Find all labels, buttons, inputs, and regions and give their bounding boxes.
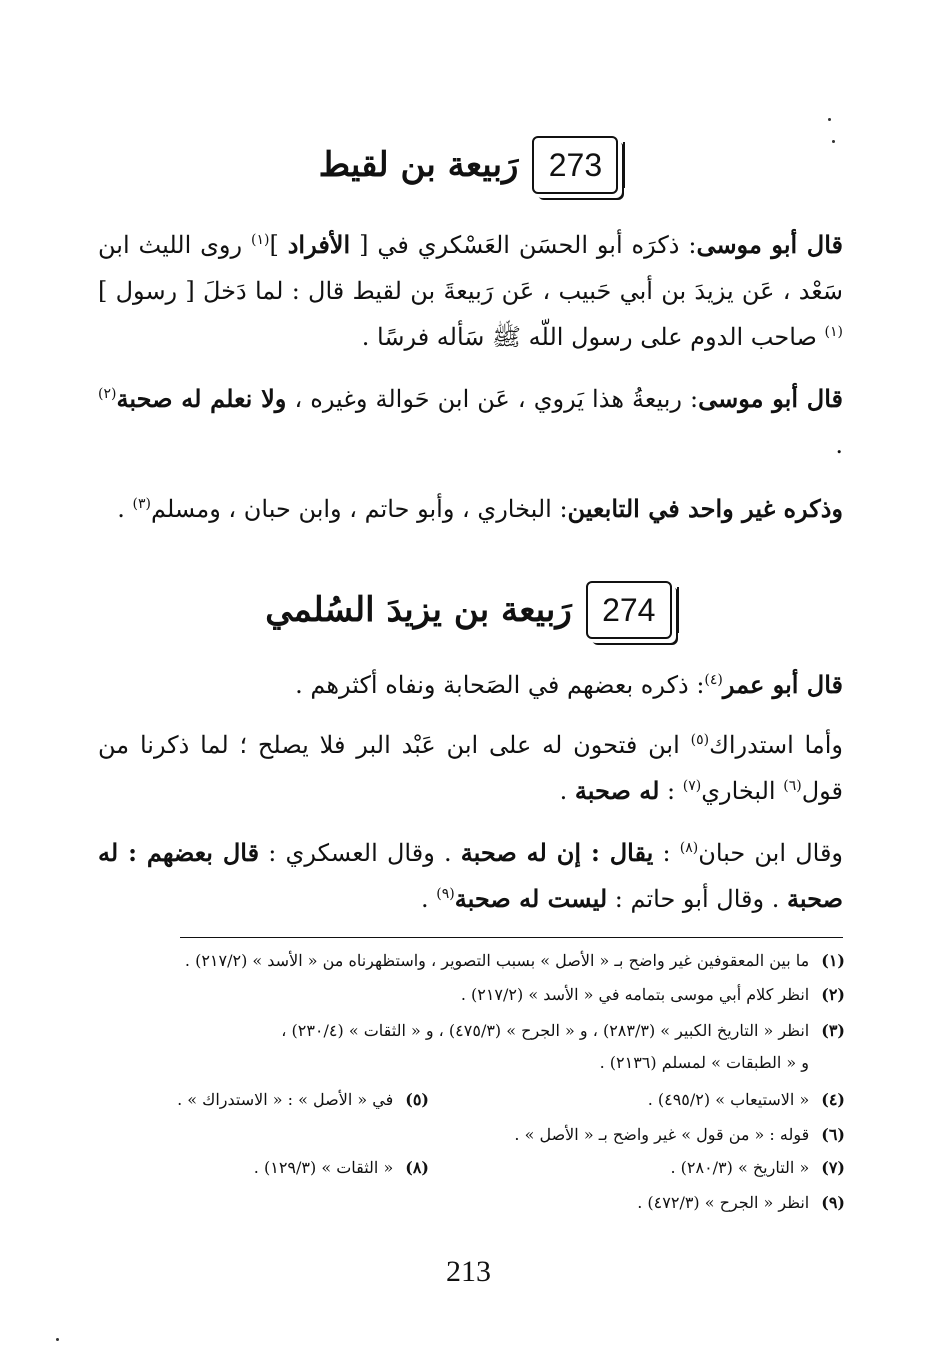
footnote-number: (٩) [821,1193,845,1212]
bold-text: له صحبة [574,776,660,805]
footnote-4 [648,1090,845,1110]
bold-text: قال أبو موسى [696,230,844,259]
bold-text: قال بعضهم : له صحبة [98,838,843,913]
footnote-ref: (٦) [783,778,802,794]
footnote-ref: (٩) [436,886,455,902]
footnote-ref: (٨) [679,840,699,856]
text: . وقال العسكري : [259,839,461,867]
footnote-ref: (٥) [690,732,710,748]
footnote-3 [281,1021,845,1041]
entry-heading-273 [0,136,937,194]
footnote-7 [670,1158,845,1178]
page-number: 213 [446,1255,491,1288]
entry-number-box [532,136,618,194]
text: . [559,777,575,805]
footnote-text: انظر « الجرح » (٤٧٢/٣) . [637,1193,810,1212]
footnote-text: قوله : « من قول » غير واضح بـ « الأصل » . [514,1125,810,1144]
footnote-text: ما بين المعقوفين غير واضح بـ « الأصل » بسبب التصوير ، واستظهرناه من « الأسد » (٢١٧/٢) . [184,951,810,970]
bold-text: ولا نعلم له صحبة [116,384,287,413]
bold-text: الأفراد [287,230,351,259]
text: : ذكرَه أبو الحسَن العَسْكري في [ [350,231,697,259]
footnote-ref: (١) [251,232,270,248]
footnote-3-continued [600,1053,809,1073]
text: . [117,495,133,523]
paragraph-6 [98,830,843,922]
text: : ربيعةُ هذا يَروي ، عَن ابن حَوالة وغيره ، [286,385,699,413]
text: صاحب الدوم على رسول اللّه ﷺ سَأله فرسًا . [361,323,825,351]
bold-text: قال أبو موسى [698,384,844,413]
footnote-number: (٧) [821,1158,845,1177]
footnote-text: « الاستيعاب » (٤٩٥/٢) . [647,1090,810,1109]
scan-speck [56,1338,59,1341]
footnote-text: انظر « التاريخ الكبير » (٢٨٣/٣) ، و « الجرح » (٤٧٥/٣) ، و « الثقات » (٢٣٠/٤) ، [281,1021,810,1040]
bold-text: قال أبو عمر [722,670,843,699]
entry-title: رَبيعة بن يزيدَ السُلمي [265,590,572,630]
footnote-number: (٤) [821,1090,845,1109]
text: : [653,839,680,867]
footnote-ref: (٤) [704,672,723,688]
footnote-text: « الثقات » (١٢٩/٣) . [253,1158,394,1177]
footnote-text: « التاريخ » (٢٨٠/٣) . [670,1158,810,1177]
text: البخاري [701,777,784,805]
footnote-2 [461,985,845,1005]
text: وقال ابن حبان [698,839,844,867]
footnote-number: (٢) [821,985,845,1004]
entry-heading-274 [0,581,937,639]
bold-text: يقال : إن له صحبة [460,838,654,867]
text: . [835,431,843,459]
entry-number: 273 [548,146,603,183]
footnote-9 [637,1193,845,1213]
paragraph-5 [98,722,843,814]
bold-text: ليست له صحبة [454,884,608,913]
paragraph-3 [98,486,843,532]
footnote-5 [177,1090,429,1110]
footnote-text: انظر كلام أبي موسى بتمامه في « الأسد » (٢١٧/٢) . [460,985,810,1004]
footnote-number: (٥) [405,1090,429,1109]
footnote-separator [180,937,843,938]
footnote-number: (١) [821,951,845,970]
footnote-1 [185,951,845,971]
text: : [659,777,683,805]
text: روى الليث ابن سَعْد ، عَن يزيدَ بن أبي حَبيب ، عَن رَبيعةَ بن لقيط قال : لما دَخلَ [ رسول ] [98,231,843,305]
bold-text: وذكره غير واحد في التابعين [567,494,843,523]
footnote-ref: (٢) [98,386,117,402]
text: وأما استدراك [709,731,843,759]
footnote-text: و « الطبقات » لمسلم (٢١٣٦) . [599,1053,809,1072]
entry-number: 274 [602,591,656,628]
paragraph-4 [98,662,843,708]
footnote-number: (٨) [405,1158,429,1177]
footnote-ref: (١) [824,324,843,340]
text: : ذكره بعضهم في الصَحابة ونفاه أكثرهم . [295,671,705,699]
footnote-ref: (٣) [132,496,152,512]
paragraph-2 [98,376,843,468]
entry-title: رَبيعة بن لقيط [318,145,519,185]
text: ] [269,231,288,259]
text: ابن فتحون له على ابن عَبْد البر فلا يصلح ؛ لما ذكرنا من قول [98,731,843,805]
footnote-8 [254,1158,429,1178]
footnote-number: (٦) [821,1125,845,1144]
text: : البخاري ، وأبو حاتم ، وابن حبان ، ومسلم [151,495,568,523]
paragraph-1 [98,222,843,360]
scan-speck [828,118,831,121]
footnote-6 [514,1125,845,1145]
text: . [421,885,437,913]
footnote-text: في « الأصل » : « الاستدراك » . [177,1090,394,1109]
entry-number-box [586,581,672,639]
text: . وقال أبو حاتم : [607,885,788,913]
footnote-ref: (٧) [682,778,702,794]
footnote-number: (٣) [821,1021,845,1040]
